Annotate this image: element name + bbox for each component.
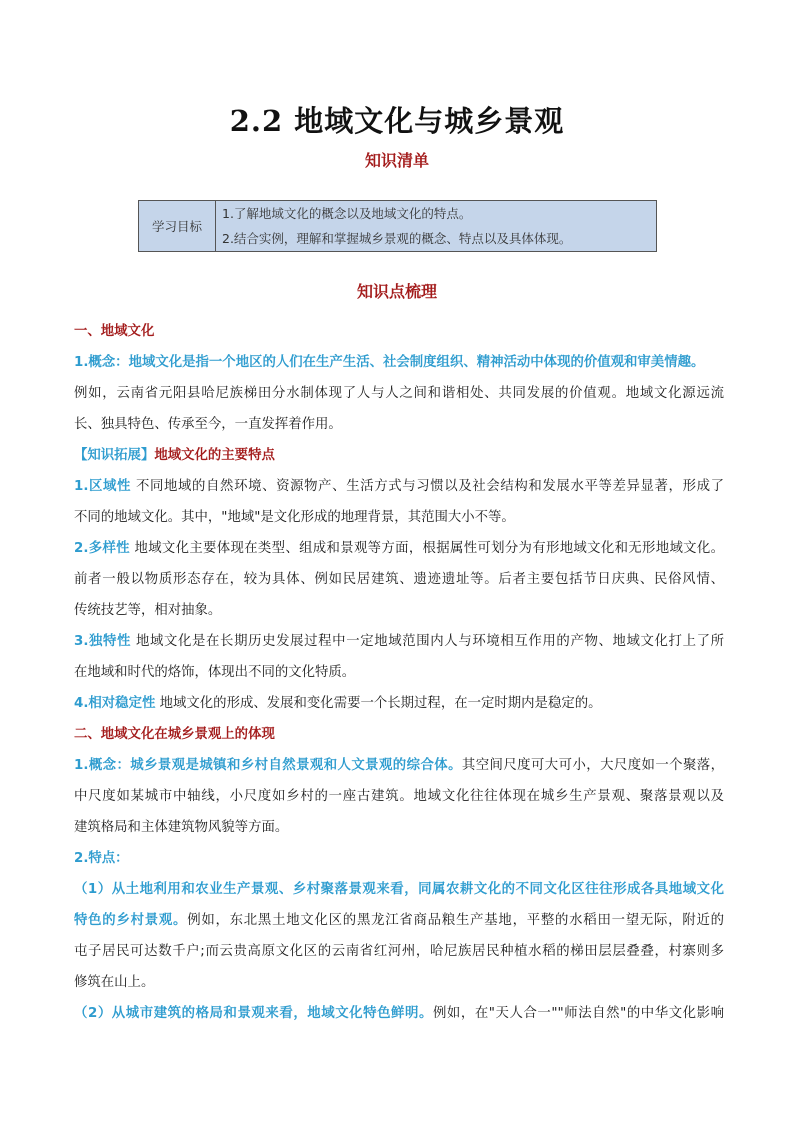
knowledge-extension-title: 地域文化的主要特点 [154, 448, 275, 463]
feature-summary: （2）从城市建筑的格局和景观来看，地域文化特色鲜明。 [74, 1006, 433, 1021]
feature-diversity [74, 533, 724, 564]
landscape-concept [74, 750, 724, 781]
paragraph-text: 其空间尺度可大可小，大尺度如一个聚落， [461, 758, 724, 773]
features-label: 2.特点： [74, 851, 129, 866]
feature-summary: 特色的乡村景观。 [74, 913, 188, 928]
learning-goal-item: 2.结合实例，理解和掌握城乡景观的概念、特点以及具体体现。 [222, 231, 572, 246]
paragraph-line: 传统技艺等，相对抽象。 [74, 603, 222, 618]
paragraph-line: 修筑在山上。 [74, 975, 155, 990]
paragraph-line: 在地域和时代的烙饰，体现出不同的文化特质。 [74, 665, 356, 680]
learning-goals-content [216, 201, 657, 252]
concept-definition: 1.概念：城乡景观是城镇和乡村自然景观和人文景观的综合体。 [74, 758, 462, 773]
feature-label: 4.相对稳定性 [74, 696, 156, 711]
feature-stability [74, 688, 724, 719]
feature-uniqueness [74, 626, 724, 657]
paragraph-text: 不同地域的自然环境、资源物产、生活方式与习惯以及社会结构和发展水平等差异显著，形成了 [131, 479, 724, 494]
feature-label: 1.区域性 [74, 479, 132, 494]
feature-regionality [74, 471, 724, 502]
document-body [74, 316, 724, 1029]
paragraph-line: 屯子居民可达数千户;而云贵高原文化区的云南省红河州，哈尼族居民种植水稻的梯田层层叠叠，村寨则多 [74, 944, 724, 959]
knowledge-extension-tag: 【知识拓展】 [74, 448, 155, 463]
paragraph-line: 例如，云南省元阳县哈尼族梯田分水制体现了人与人之间和谐相处、共同发展的价值观。地域文化源远流 [74, 386, 724, 401]
paragraph-line: 不同的地域文化。其中，"地域"是文化形成的地理背景，其范围大小不等。 [74, 510, 515, 525]
learning-goals-table [138, 200, 657, 252]
regional-culture-concept: 1.概念：地域文化是指一个地区的人们在生产生活、社会制度组织、精神活动中体现的价值观和审美情趣。 [74, 355, 705, 370]
section-heading-urban-rural-landscape: 二、地域文化在城乡景观上的体现 [74, 727, 275, 742]
paragraph-line [74, 905, 724, 936]
learning-goals-label: 学习目标 [139, 201, 216, 252]
feature-urban-architecture [74, 998, 724, 1029]
page-subtitle: 知识清单 [364, 151, 429, 170]
feature-rural-landscape: （1）从土地利用和农业生产景观、乡村聚落景观来看，同属农耕文化的不同文化区往往形成各具地域文化 [74, 882, 724, 897]
learning-goal-item: 1.了解地域文化的概念以及地域文化的特点。 [222, 206, 472, 221]
section-title: 知识点梳理 [356, 282, 437, 301]
page-title: 2.2 地域文化与城乡景观 [229, 104, 565, 138]
paragraph-line: 建筑格局和主体建筑物风貌等方面。 [74, 820, 289, 835]
paragraph-text: 例如，东北黑土地文化区的黑龙江省商品粮生产基地，平整的水稻田一望无际，附近的 [187, 913, 724, 928]
paragraph-line: 长、独具特色、传承至今，一直发挥着作用。 [74, 417, 342, 432]
paragraph-text: 地域文化的形成、发展和变化需要一个长期过程，在一定时期内是稳定的。 [155, 696, 602, 711]
paragraph-text: 地域文化是在长期历史发展过程中一定地域范围内人与环境相互作用的产物、地域文化打上了所 [131, 634, 724, 649]
section-heading-regional-culture: 一、地域文化 [74, 324, 155, 339]
paragraph-line: 中尺度如某城市中轴线，小尺度如乡村的一座古建筑。地域文化往往体现在城乡生产景观、聚落景观以及 [74, 789, 724, 804]
feature-label: 2.多样性 [74, 541, 130, 556]
paragraph-line: 前者一般以物质形态存在，较为具体、例如民居建筑、遗迹遗址等。后者主要包括节日庆典、民俗风情、 [74, 572, 724, 587]
paragraph-text: 地域文化主要体现在类型、组成和景观等方面，根据属性可划分为有形地域文化和无形地域文化。 [129, 541, 724, 556]
knowledge-extension-heading [74, 440, 724, 471]
feature-label: 3.独特性 [74, 634, 132, 649]
paragraph-text: 例如，在"天人合一""师法自然"的中华文化影响 [432, 1006, 724, 1021]
